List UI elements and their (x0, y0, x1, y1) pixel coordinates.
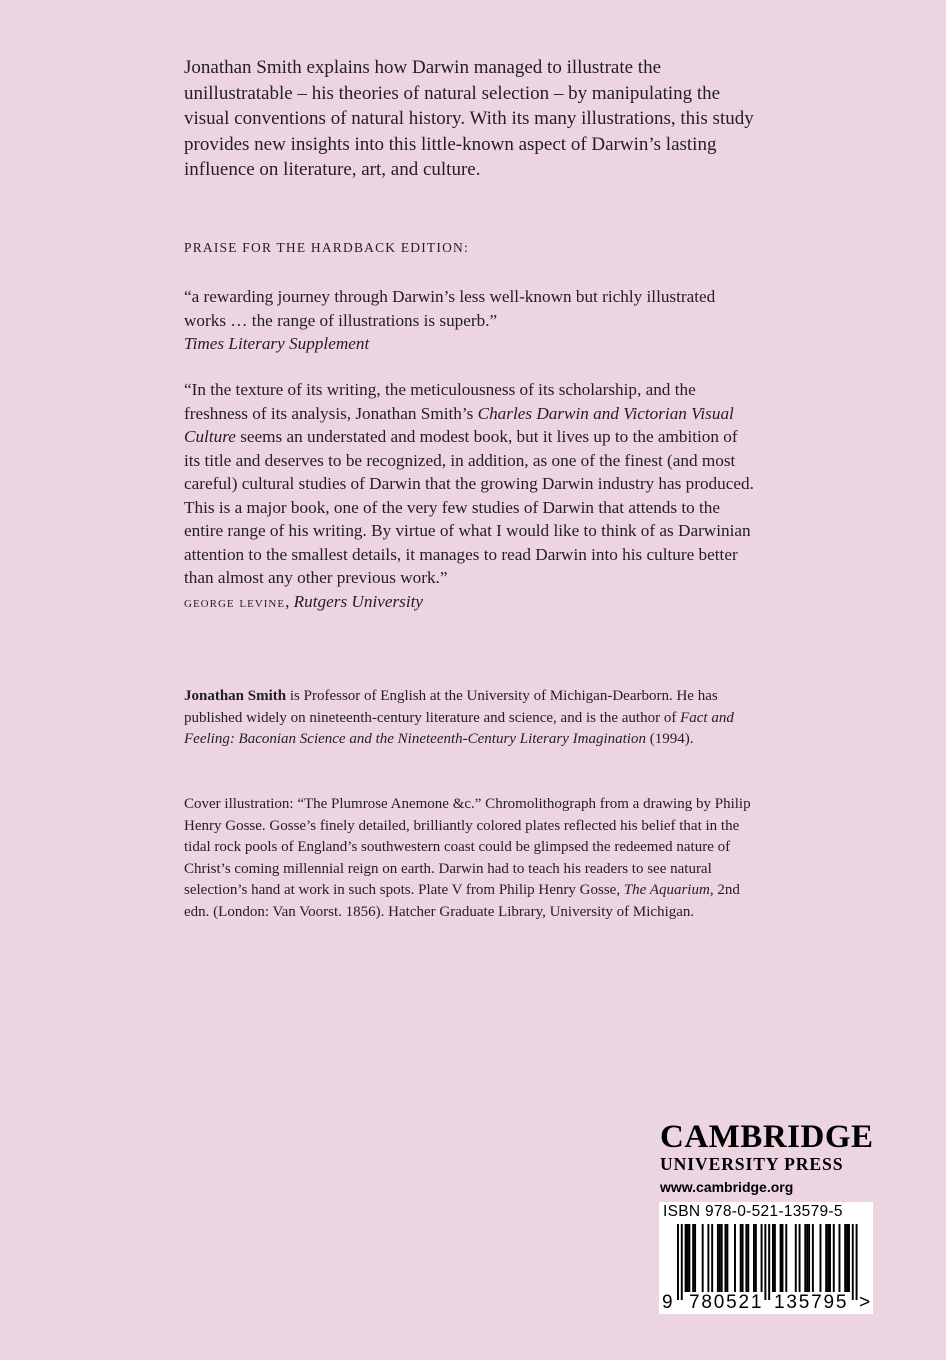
barcode-bar (747, 1224, 749, 1292)
barcode-bar (785, 1224, 787, 1292)
barcode-bar (804, 1224, 806, 1292)
cover-credit-text-after: , 2nd edn. (London: Van Voorst. 1856). Hatcher Graduate Library, University of Michigan. (184, 882, 740, 920)
barcode-bar (740, 1224, 742, 1292)
cover-credit-title: The Aquarium (623, 882, 710, 898)
barcode-bar (764, 1224, 766, 1300)
barcode-bar (812, 1224, 814, 1292)
barcode-bar (734, 1224, 736, 1292)
barcode-bar (844, 1224, 846, 1292)
barcode-bar (761, 1224, 763, 1292)
quote-attribution (184, 590, 754, 616)
barcode-bar (829, 1224, 831, 1292)
quote-text (184, 378, 754, 590)
barcode-digits-left: 780521 (689, 1292, 764, 1313)
author-name: Jonathan Smith (184, 688, 287, 704)
barcode-bar (688, 1224, 690, 1292)
review-quote-2 (184, 378, 754, 615)
barcode-bar (825, 1224, 827, 1292)
book-description (184, 55, 754, 183)
attribution-separator: , (285, 591, 294, 611)
description-text: Jonathan Smith explains how Darwin managed to illustrate the unillustratable – his theories of natural selection – by manipulating the visual conventions of natural history. With its many illustrations, this study provides new insights into this little-known aspect of Darwin’s lasting influence on literature, art, and culture. (184, 57, 754, 180)
barcode-bar (721, 1224, 723, 1292)
barcode-bar (839, 1224, 841, 1292)
barcode-bar (692, 1224, 694, 1292)
barcode-bar (742, 1224, 744, 1292)
isbn-barcode (659, 1202, 873, 1314)
barcode-bar (687, 1224, 689, 1292)
quote-source: Times Literary Supplement (184, 334, 370, 353)
barcode-bar (681, 1224, 683, 1300)
barcode-bar (846, 1224, 848, 1292)
barcode-bar (694, 1224, 696, 1292)
barcode-bar (795, 1224, 797, 1292)
barcode-bar (755, 1224, 757, 1292)
barcode-bar (677, 1224, 679, 1300)
author-bio-text: is Professor of English at the University of Michigan-Dearborn. He has published widely on nineteenth-century literature and science, and is the author of (184, 688, 718, 726)
barcode-bar (726, 1224, 728, 1292)
quote-author: george levine (184, 594, 286, 611)
quoted-book-title: Charles Darwin and Victorian Visual Culture (184, 403, 734, 446)
barcode-bar (827, 1224, 829, 1292)
barcode-bar (707, 1224, 709, 1292)
author-book-year: (1994). (645, 731, 694, 747)
barcode-bar (711, 1224, 713, 1292)
barcode-digits-right: 135795 (774, 1292, 849, 1313)
quote-affiliation: Rutgers University (293, 591, 424, 611)
barcode-bar (717, 1224, 719, 1292)
barcode-bar (772, 1224, 774, 1292)
barcode-bar (820, 1224, 822, 1292)
barcode-bar (852, 1224, 854, 1300)
barcode-bar (768, 1224, 770, 1300)
publisher-logo (660, 1120, 874, 1198)
author-bio (184, 686, 754, 751)
quote-text: “a rewarding journey through Darwin’s less well-known but richly illustrated works … the range of illustrations is superb.” (184, 287, 716, 330)
barcode-bar (856, 1224, 858, 1300)
barcode-bar (780, 1224, 782, 1292)
barcode-bar (753, 1224, 755, 1292)
quote-text-before: “In the texture of its writing, the meticulousness of its scholarship, and the freshness of its analysis, Jonathan Smith’s (184, 380, 696, 423)
barcode-digit-first: 9 (662, 1292, 673, 1313)
barcode-bar (685, 1224, 687, 1292)
isbn-label: ISBN 978-0-521-13579-5 (663, 1203, 843, 1220)
barcode-bar (848, 1224, 850, 1292)
praise-heading: PRAISE FOR THE HARDBACK EDITION: (184, 240, 469, 255)
barcode-bar (719, 1224, 721, 1292)
barcode-bar (806, 1224, 808, 1292)
barcode-bar (774, 1224, 776, 1292)
cover-credit (184, 794, 754, 923)
barcode-bar (725, 1224, 727, 1292)
cover-credit-text-before: Cover illustration: “The Plumrose Anemone &c.” Chromolithograph from a drawing by Philip Henry Gosse. Gosse’s finely detailed, brilliantly colored plates reflected his belief that in the tidal rock pools of England’s southwestern coast could be glimpsed the redeemed nature of Christ’s coming millennial reign on earth. Darwin had to teach his readers to see natural selection’s hand at work in such spots. Plate V from Philip Henry Gosse, (184, 796, 751, 898)
review-quote-1 (184, 285, 754, 356)
barcode-bar (833, 1224, 835, 1292)
publisher-subname: UNIVERSITY PRESS (660, 1154, 844, 1174)
publisher-url: www.cambridge.org (660, 1179, 794, 1195)
barcode-bar (745, 1224, 747, 1292)
barcode-bar (808, 1224, 810, 1292)
barcode-arrow: > (859, 1292, 871, 1313)
barcode-bar (702, 1224, 704, 1292)
publisher-name: CAMBRIDGE (660, 1119, 874, 1155)
author-book-title: Fact and Feeling: Baconian Science and the Nineteenth-Century Literary Imagination (184, 709, 734, 747)
barcode-bar (782, 1224, 784, 1292)
quote-text-after: seems an understated and modest book, but it lives up to the ambition of its title and deserves to be recognized, in addition, as one of the finest (and most careful) cultural studies of Darwin that the growing Darwin industry has produced. This is a major book, one of the very few studies of Darwin that attends to the entire range of his writing. By virtue of what I would like to think of as Darwinian attention to the smallest details, it manages to read Darwin into his culture better than almost any other previous work.” (184, 427, 754, 587)
barcode-bar (799, 1224, 801, 1292)
